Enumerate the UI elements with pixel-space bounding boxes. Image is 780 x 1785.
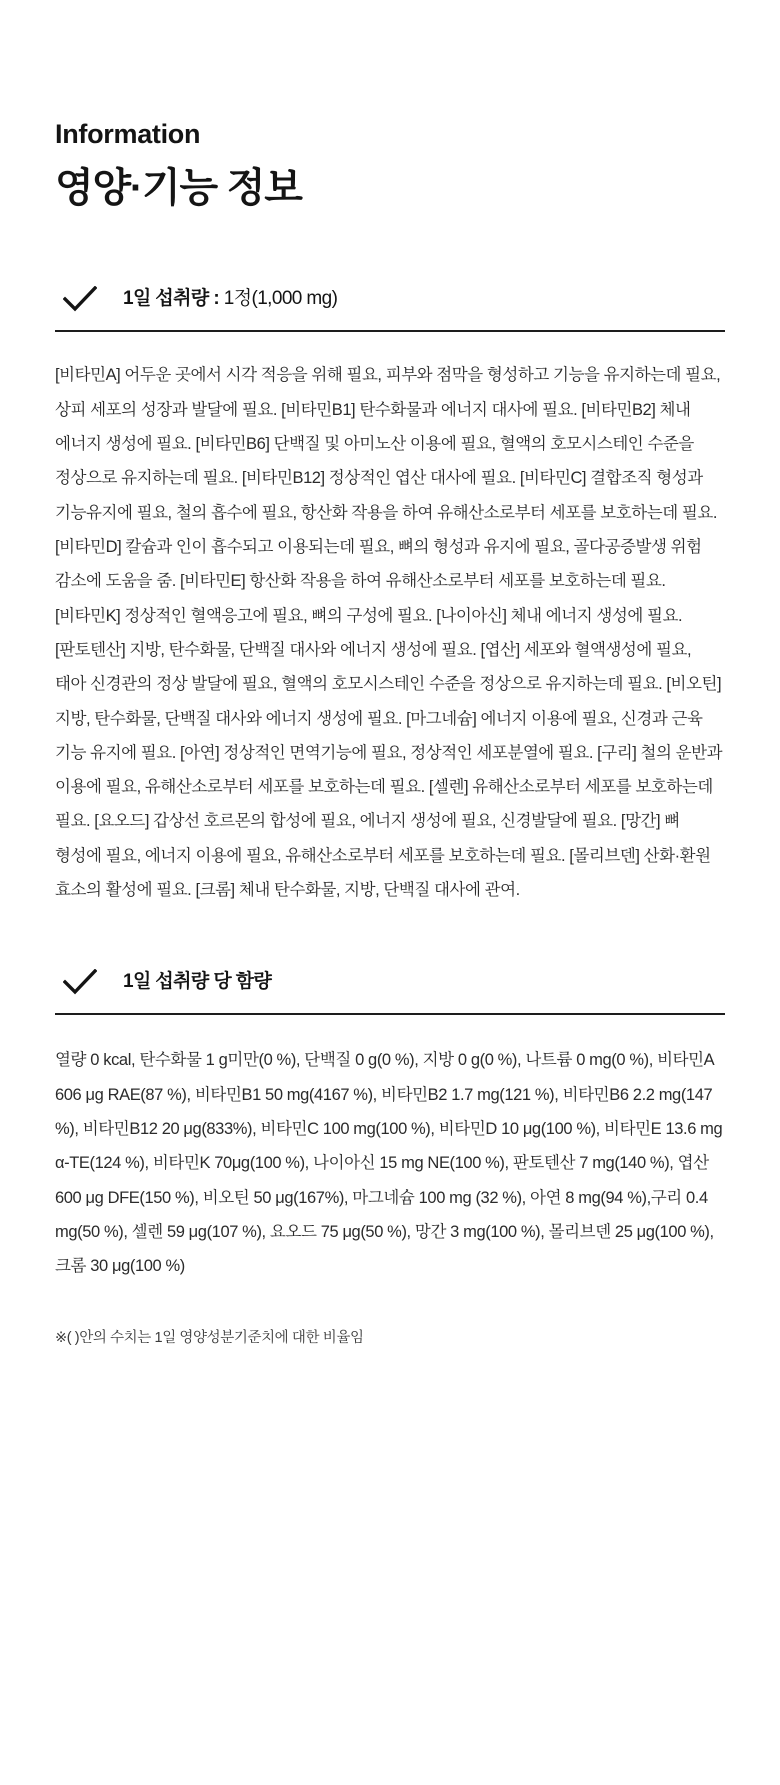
nutrition-facts-text: 열량 0 kcal, 탄수화물 1 g미만(0 %), 단백질 0 g(0 %), 지방 0 g(0 %), 나트륨 0 mg(0 %), 비타민A 606 μg RAE(87 %), 비타민B1 50 mg(4167 %), 비타민B2 1.7 mg(121 %), 비타민B6 2.2 mg(147 %), 비타민B12 20 μg(833%), 비타민C 100 mg(100 %), 비타민D 10 μg(100 %), 비타민E 13.6 mg α-TE(124 %), 비타민K 70μg(100 %), 나이아신 15 mg NE(100 %), 판토텐산 7 mg(140 %), 엽산 600 μg DFE(150 %), 비오틴 50 μg(167%), 마그네슘 100 mg (32 %), 아연 8 mg(94 %),구리 0.4 mg(50 %), 셀렌 59 μg(107 %), 요오드 75 μg(50 %), 망간 3 mg(100 %), 몰리브덴 25 μg(100 %), 크롬 30 μg(100 %) xyxy=(55,1051,723,1276)
section-title xyxy=(123,287,337,312)
section-header xyxy=(55,969,725,995)
page-header xyxy=(55,118,725,212)
section-title xyxy=(123,970,271,995)
section-header xyxy=(55,286,725,312)
section-title-bold: 1일 섭취량 : xyxy=(123,288,220,310)
section-nutrition-amount xyxy=(55,969,725,1350)
section-daily-intake xyxy=(55,286,725,907)
check-icon xyxy=(63,969,97,995)
section-title-bold: 1일 섭취량 당 함량 xyxy=(123,971,272,993)
nutrition-footnote: ※( )안의 수치는 1일 영양성분기준치에 대한 비율임 xyxy=(55,1329,364,1346)
divider xyxy=(55,330,725,332)
page-title: 영양·기능 정보 xyxy=(55,166,302,211)
section-title-normal: 1정(1,000 mg) xyxy=(219,288,338,310)
page-eyebrow: Information xyxy=(55,119,201,149)
check-icon xyxy=(63,286,97,312)
divider xyxy=(55,1013,725,1015)
functional-info-text: [비타민A] 어두운 곳에서 시각 적응을 위해 필요, 피부와 점막을 형성하고 기능을 유지하는데 필요, 상피 세포의 성장과 발달에 필요. [비타민B1] 탄수화물과 에너지 대사에 필요. [비타민B2] 체내 에너지 생성에 필요. [비타민B6] 단백질 및 아미노산 이용에 필요, 혈액의 호모시스테인 수준을 정상으로 유지하는데 필요. [비타민B12] 정상적인 엽산 대사에 필요. [비타민C] 결합조직 형성과 기능유지에 필요, 철의 흡수에 필요, 항산화 작용을 하여 유해산소로부터 세포를 보호하는데 필요. [비타민D] 칼슘과 인이 흡수되고 이용되는데 필요, 뼈의 형성과 유지에 필요, 골다공증발생 위험 감소에 도움을 줌. [비타민E] 항산화 작용을 하여 유해산소로부터 세포를 보호하는데 필요. [비타민K] 정상적인 혈액응고에 필요, 뼈의 구성에 필요. [나이아신] 체내 에너지 생성에 필요. [판토텐산] 지방, 탄수화물, 단백질 대사와 에너지 생성에 필요. [엽산] 세포와 혈액생성에 필요, 태아 신경관의 정상 발달에 필요, 혈액의 호모시스테인 수준을 정상으로 유지하는데 필요. [비오틴] 지방, 탄수화물, 단백질 대사와 에너지 생성에 필요. [마그네슘] 에너지 이용에 필요, 신경과 근육 기능 유지에 필요. [아연] 정상적인 면역기능에 필요, 정상적인 세포분열에 필요. [구리] 철의 운반과 이용에 필요, 유해산소로부터 세포를 보호하는데 필요. [셀렌] 유해산소로부터 세포를 보호하는데 필요. [요오드] 갑상선 호르몬의 합성에 필요, 에너지 생성에 필요, 신경발달에 필요. [망간] 뼈 형성에 필요, 에너지 이용에 필요, 유해산소로부터 세포를 보호하는데 필요. [몰리브덴] 산화·환원 효소의 활성에 필요. [크롬] 체내 탄수화물, 지방, 단백질 대사에 관여. xyxy=(55,366,723,900)
